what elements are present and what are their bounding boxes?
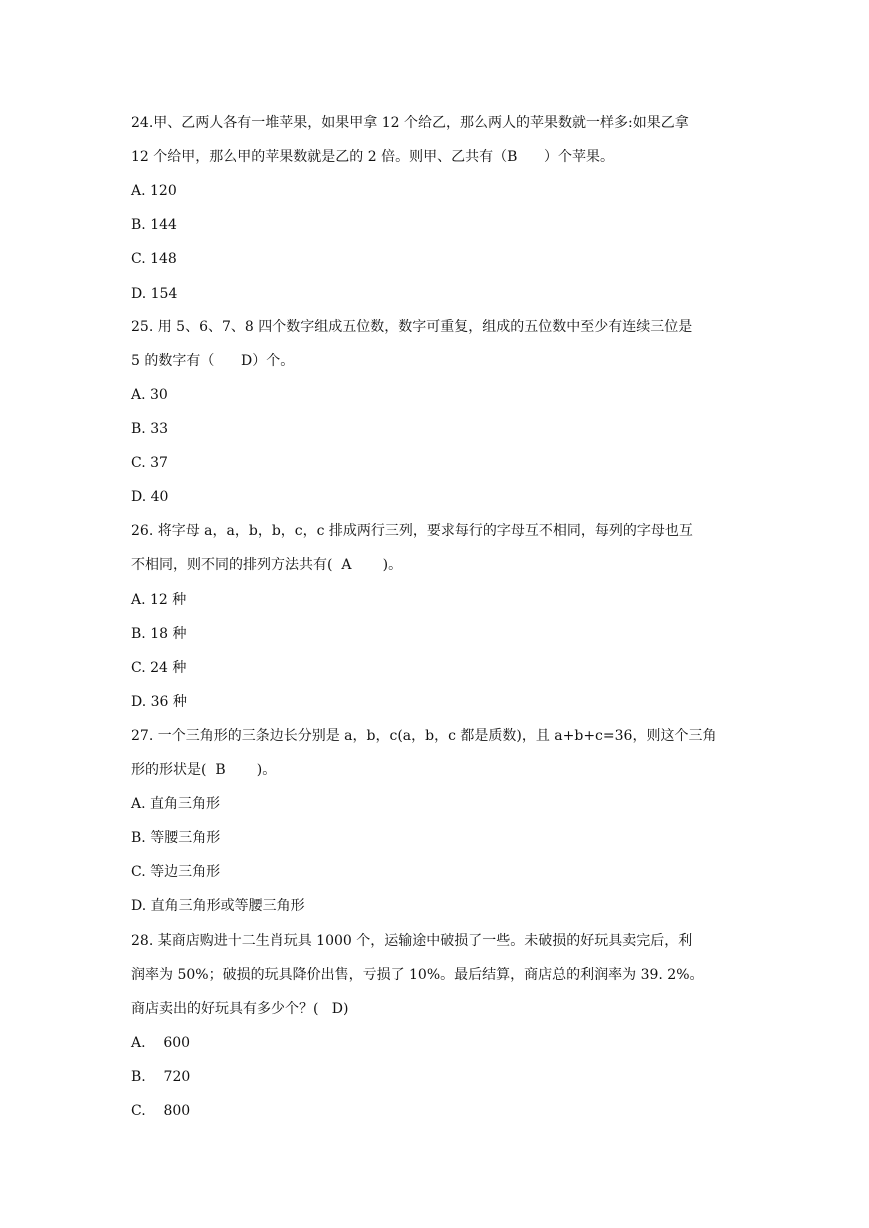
option-a: A. 12 种: [131, 592, 187, 608]
question-stem-line: 25. 用 5、6、7、8 四个数字组成五位数，数字可重复，组成的五位数中至少有连续三位是: [131, 319, 693, 335]
option-b: B. 33: [131, 421, 169, 437]
question-stem-line: 5 的数字有（ D）个。: [131, 353, 295, 369]
option-d: D. 直角三角形或等腰三角形: [131, 898, 305, 914]
option-b: B. 144: [131, 217, 177, 233]
question-stem-line: 24.甲、乙两人各有一堆苹果，如果甲拿 12 个给乙，那么两人的苹果数就一样多:如果乙拿: [131, 115, 689, 131]
option-d: D. 154: [131, 286, 178, 302]
option-a: A. 直角三角形: [131, 796, 221, 812]
option-a: A. 120: [131, 183, 177, 199]
question-stem-line: 不相同，则不同的排列方法共有( A )。: [131, 557, 403, 573]
option-c: C. 24 种: [131, 660, 187, 676]
option-b: B. 等腰三角形: [131, 830, 221, 846]
option-c: C. 148: [131, 251, 177, 267]
question-stem-line: 26. 将字母 a，a，b，b，c，c 排成两行三列，要求每行的字母互不相同，每列的字母也互: [131, 523, 693, 539]
option-a: A. 30: [131, 387, 168, 403]
option-c: C. 800: [131, 1103, 191, 1119]
question-stem-line: 28. 某商店购进十二生肖玩具 1000 个，运输途中破损了一些。未破损的好玩具卖完后，利: [131, 933, 693, 949]
option-d: D. 40: [131, 489, 169, 505]
question-stem-line: 27. 一个三角形的三条边长分别是 a，b，c(a，b，c 都是质数)，且 a+b+c=36，则这个三角: [131, 728, 717, 744]
question-stem-line: 形的形状是( B )。: [131, 762, 277, 778]
question-stem-line: 商店卖出的好玩具有多少个？( D): [131, 1001, 349, 1017]
option-d: D. 36 种: [131, 694, 187, 710]
option-b: B. 18 种: [131, 626, 187, 642]
question-stem-line: 润率为 50%；破损的玩具降价出售，亏损了 10%。最后结算，商店总的利润率为 39. 2%。: [131, 967, 704, 983]
option-a: A. 600: [131, 1035, 191, 1051]
option-c: C. 等边三角形: [131, 864, 221, 880]
question-stem-line: 12 个给甲，那么甲的苹果数就是乙的 2 倍。则甲、乙共有（B ）个苹果。: [131, 149, 615, 165]
option-c: C. 37: [131, 455, 168, 471]
option-b: B. 720: [131, 1069, 191, 1085]
